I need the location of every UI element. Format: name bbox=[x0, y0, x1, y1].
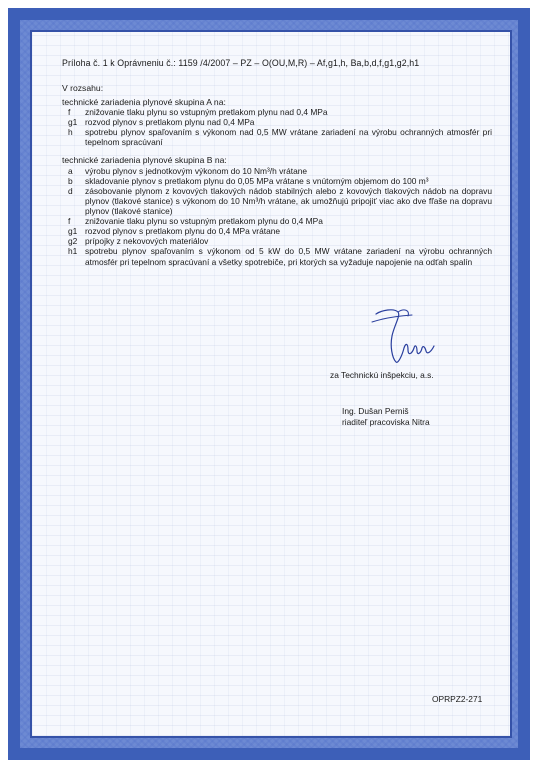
list-item bbox=[62, 246, 492, 266]
item-text: znižovanie tlaku plynu so vstupným pretlakom plynu nad 0,4 MPa bbox=[85, 107, 328, 118]
handwritten-signature bbox=[368, 306, 438, 368]
group-b-title: technické zariadenia plynové skupina B na: bbox=[62, 155, 227, 166]
signatory-block bbox=[342, 406, 430, 429]
group-a bbox=[62, 97, 492, 148]
item-code: g1 bbox=[68, 226, 78, 237]
document-body bbox=[62, 58, 492, 267]
form-code: OPRPZ2-271 bbox=[432, 694, 483, 704]
item-text: prípojky z nekovových materiálov bbox=[85, 236, 209, 247]
list-item bbox=[62, 216, 492, 226]
item-code: d bbox=[68, 185, 73, 196]
item-code: g1 bbox=[68, 117, 78, 128]
list-item bbox=[62, 236, 492, 246]
list-item bbox=[62, 226, 492, 236]
item-code: f bbox=[68, 107, 71, 118]
list-item bbox=[62, 127, 492, 147]
item-text: znižovanie tlaku plynu so vstupným pretlakom plynu do 0,4 MPa bbox=[85, 216, 323, 227]
signatory-role: riaditeľ pracoviska Nitra bbox=[342, 417, 430, 428]
item-text: skladovanie plynov s pretlakom plynu do 0,05 MPa vrátane s vnútorným objemom do 100 m³ bbox=[85, 175, 429, 186]
group-a-title: technické zariadenia plynové skupina A na: bbox=[62, 96, 226, 107]
signatory-name: Ing. Dušan Perniš bbox=[342, 406, 409, 416]
item-code: h bbox=[68, 127, 73, 138]
item-code: g2 bbox=[68, 236, 78, 247]
item-code: h1 bbox=[68, 246, 78, 257]
attachment-header: Príloha č. 1 k Oprávneniu č.: 1159 /4/2007 – PZ – O(OU,M,R) – Af,g1,h, Ba,b,d,f,g1,g2,h1 bbox=[62, 58, 420, 68]
item-code: f bbox=[68, 216, 71, 227]
item-text: spotrebu plynov spaľovaním s výkonom od 5 kW do 0,5 MW vrátane zariadení na výrobu ochranných atmosfér pri tepelnom spracúvaní a všetky spotrebiče, pri ktorých sa vyžaduje napojenie na odťah spalín bbox=[85, 246, 492, 267]
item-text: rozvod plynov s pretlakom plynu do 0,4 MPa vrátane bbox=[85, 226, 281, 237]
list-item bbox=[62, 166, 492, 176]
list-item bbox=[62, 117, 492, 127]
scope-label: V rozsahu: bbox=[62, 82, 104, 93]
item-code: a bbox=[68, 165, 73, 176]
item-text: rozvod plynov s pretlakom plynu nad 0,4 MPa bbox=[85, 117, 255, 128]
group-b bbox=[62, 155, 492, 266]
signatory-organization: za Technickú inšpekciu, a.s. bbox=[330, 370, 434, 380]
list-item bbox=[62, 176, 492, 186]
item-code: b bbox=[68, 175, 73, 186]
item-text: zásobovanie plynom z kovových tlakových nádob stabilných alebo z kovových tlakových nádob na dopravu plynov (tlakové stanice) s výkonom do 10 Nm³/h vrátane, ak umožňujú pripojiť viac ako dve fľaše na dopravu plynov (tlakové stanice) bbox=[85, 185, 492, 217]
list-item bbox=[62, 186, 492, 216]
list-item bbox=[62, 107, 492, 117]
item-text: výrobu plynov s jednotkovým výkonom do 10 Nm³/h vrátane bbox=[85, 165, 308, 176]
item-text: spotrebu plynov spaľovaním s výkonom nad 0,5 MW vrátane zariadení na výrobu ochranných atmosfér pri tepelnom spracúvaní bbox=[85, 127, 492, 148]
